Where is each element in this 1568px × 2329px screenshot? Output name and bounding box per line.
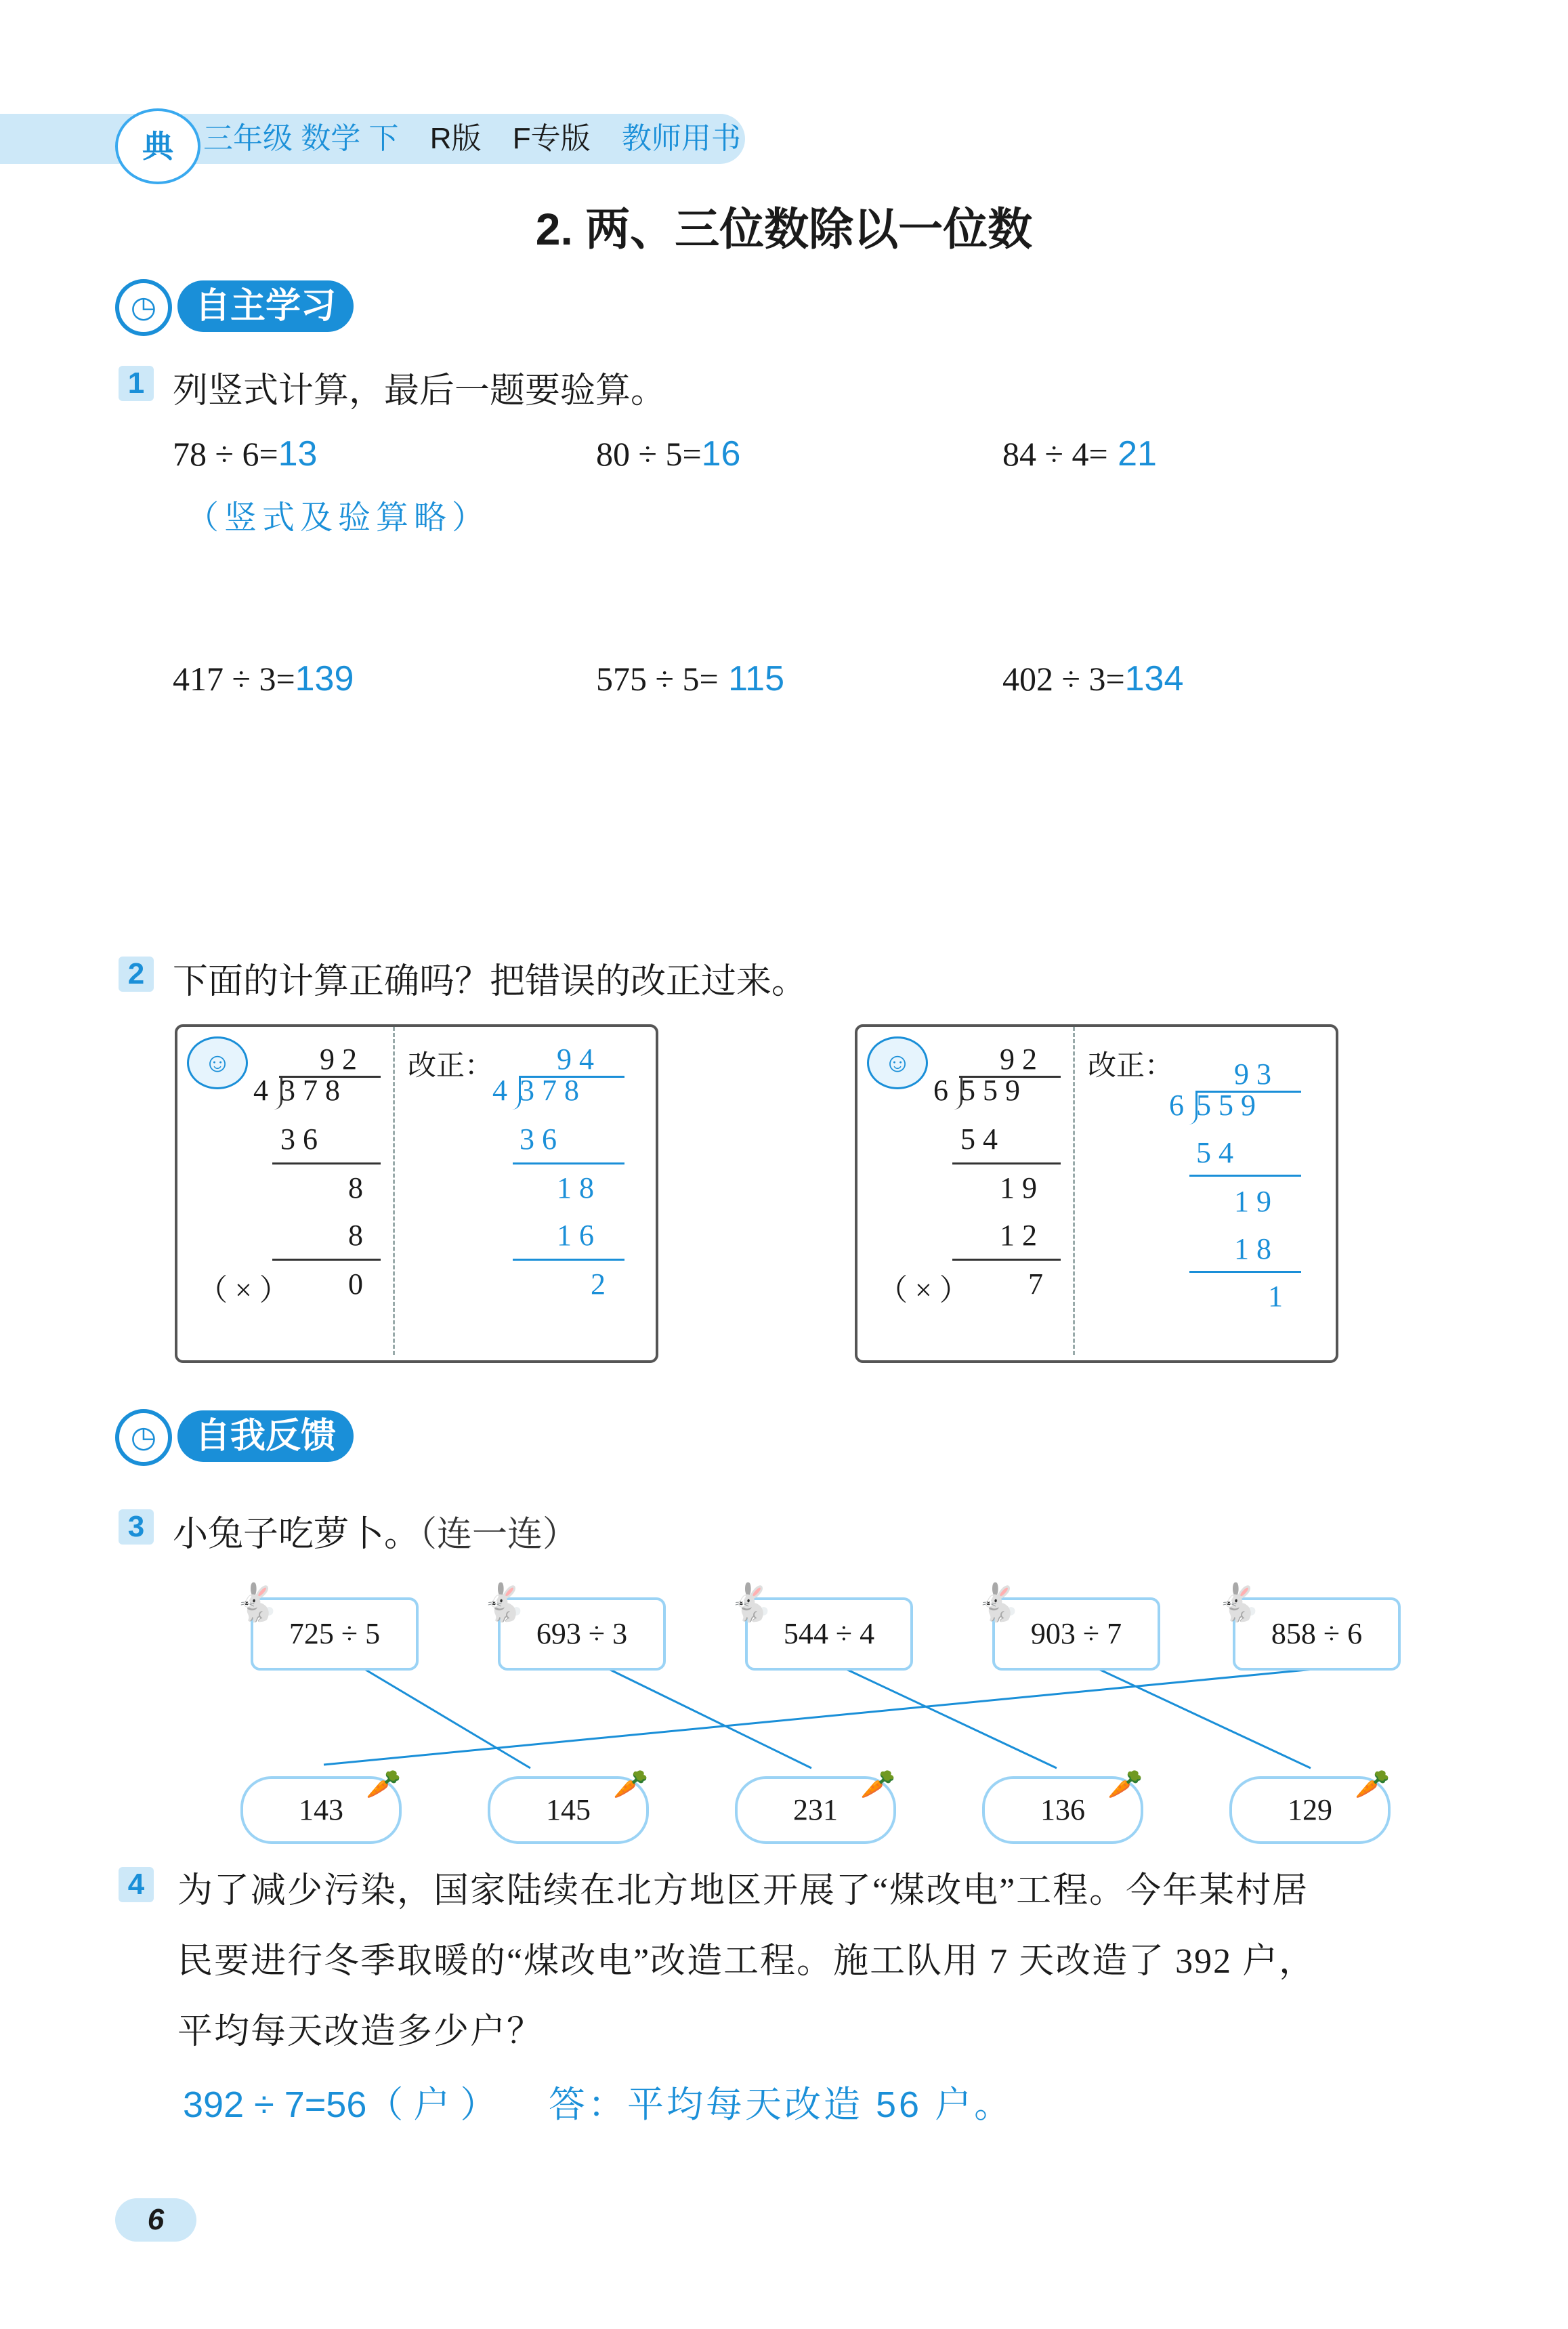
brand-logo: 典	[115, 108, 200, 184]
fix-quotient: 9 3	[1234, 1057, 1271, 1091]
match-line	[843, 1668, 1057, 1768]
frog-icon: ☺	[867, 1036, 928, 1089]
carrot-icon: 🥕	[1355, 1768, 1391, 1800]
equation-expr: 417 ÷ 3=	[173, 660, 295, 698]
equation-expr: 575 ÷ 5=	[596, 660, 719, 698]
rabbit-icon: 🐇	[234, 1582, 280, 1623]
equation-answer: 139	[295, 659, 354, 698]
equation-expr: 78 ÷ 6=	[173, 435, 278, 473]
carrot-value: 145	[546, 1793, 591, 1826]
correction-label: 改正：	[1088, 1049, 1174, 1081]
match-line	[1096, 1668, 1311, 1768]
step-4: 7	[1028, 1267, 1043, 1301]
fix-step-4: 2	[591, 1267, 606, 1301]
fix-step-2: 1 8	[557, 1171, 594, 1204]
step-2: 1 9	[1000, 1171, 1037, 1204]
equation-answer: 134	[1124, 659, 1184, 698]
alarm-clock-icon: ◷	[115, 279, 172, 336]
question-2-text: 下面的计算正确吗？把错误的改正过来。	[173, 962, 807, 1001]
equation-expr: 84 ÷ 4=	[1002, 435, 1108, 473]
page-title: 2. 两、三位数除以一位数	[535, 204, 1033, 254]
question-number-3: 3	[119, 1509, 154, 1545]
equation-answer: 13	[278, 434, 318, 474]
question-4-line-2: 民要进行冬季取暖的“煤改电”改造工程。施工队用 7 天改造了 392 户，	[177, 1942, 1316, 1981]
step-3: 8	[348, 1219, 363, 1252]
question-3-main: 小兔子吃萝卜。	[173, 1515, 420, 1554]
section-feedback-label: 自我反馈	[177, 1410, 354, 1462]
rabbit-icon: 🐇	[481, 1582, 527, 1623]
question-number-1: 1	[119, 366, 154, 401]
match-line	[606, 1668, 811, 1768]
equation-answer: 115	[718, 659, 784, 698]
rabbit-expr: 725 ÷ 5	[289, 1617, 381, 1650]
rabbit-icon: 🐇	[728, 1582, 774, 1623]
quotient: 9 2	[1000, 1043, 1037, 1076]
match-line	[324, 1668, 1328, 1765]
fix-step-3: 1 6	[557, 1219, 594, 1252]
question-4-line-1: 为了减少污染，国家陆续在北方地区开展了“煤改电”工程。今年某村居	[177, 1872, 1309, 1910]
equation-answer: 16	[701, 434, 741, 474]
step-1: 5 4	[960, 1122, 998, 1156]
question-4-answer-expr: 392 ÷ 7=56（ 户 ）	[183, 2084, 497, 2125]
rabbit-expr: 693 ÷ 3	[536, 1617, 628, 1650]
quotient: 9 2	[320, 1043, 357, 1076]
fix-divisor: 4	[492, 1074, 507, 1107]
equation-expr: 80 ÷ 5=	[596, 435, 702, 473]
verdict-mark: （ × ）	[198, 1274, 289, 1307]
rabbit-icon: 🐇	[1216, 1582, 1262, 1623]
question-4-answer-text: 答：平均每天改造 56 户。	[549, 2084, 1014, 2125]
step-4: 0	[348, 1267, 363, 1301]
step-3: 1 2	[1000, 1219, 1037, 1252]
carrot-value: 129	[1288, 1793, 1332, 1826]
carrot-value: 136	[1040, 1793, 1085, 1826]
carrot-value: 231	[793, 1793, 838, 1826]
fix-step-2: 1 9	[1234, 1185, 1271, 1218]
section-study-label: 自主学习	[177, 280, 354, 332]
question-number-4: 4	[119, 1867, 154, 1902]
fix-step-4: 1	[1268, 1280, 1283, 1313]
carrot-value: 143	[299, 1793, 343, 1826]
rabbit-expr: 858 ÷ 6	[1271, 1617, 1363, 1650]
fix-step-3: 1 8	[1234, 1232, 1271, 1265]
carrot-icon: 🥕	[366, 1768, 402, 1800]
fix-step-1: 5 4	[1196, 1136, 1233, 1169]
step-1: 3 6	[280, 1122, 318, 1156]
question-3-hint: （连一连）	[419, 1515, 578, 1554]
carrot-icon: 🥕	[1107, 1768, 1143, 1800]
equation-answer: 21	[1107, 434, 1157, 474]
step-2: 8	[348, 1171, 363, 1204]
carrot-icon: 🥕	[613, 1768, 649, 1800]
dividend: 5 5 9	[960, 1074, 1020, 1107]
dividend: 3 7 8	[280, 1074, 340, 1107]
fix-divisor: 6	[1169, 1089, 1184, 1122]
fix-quotient: 9 4	[557, 1043, 594, 1076]
fix-dividend: 3 7 8	[520, 1074, 579, 1107]
question-1-note: （竖式及验算略）	[186, 500, 490, 536]
rabbit-icon: 🐇	[975, 1582, 1021, 1623]
alarm-clock-icon: ◷	[115, 1409, 172, 1466]
verdict-mark: （ × ）	[878, 1274, 969, 1307]
correction-label: 改正：	[408, 1049, 494, 1081]
header-book: 教师用书	[621, 122, 741, 155]
question-1-text: 列竖式计算，最后一题要验算。	[173, 371, 666, 411]
header-grade: 三年级 数学 下	[203, 122, 399, 155]
carrot-icon: 🥕	[860, 1768, 896, 1800]
question-number-2: 2	[119, 957, 154, 992]
equation-expr: 402 ÷ 3=	[1002, 660, 1125, 698]
divisor: 4	[253, 1074, 268, 1107]
rabbit-expr: 544 ÷ 4	[783, 1617, 875, 1650]
fix-dividend: 5 5 9	[1196, 1089, 1256, 1122]
header-special: F专版	[512, 122, 591, 155]
divisor: 6	[933, 1074, 948, 1107]
page-number: 6	[115, 2198, 196, 2242]
rabbit-expr: 903 ÷ 7	[1030, 1617, 1122, 1650]
fix-step-1: 3 6	[520, 1122, 557, 1156]
frog-icon: ☺	[187, 1036, 248, 1089]
question-4-line-3: 平均每天改造多少户？	[177, 2013, 544, 2051]
header-edition: R版	[429, 122, 482, 155]
